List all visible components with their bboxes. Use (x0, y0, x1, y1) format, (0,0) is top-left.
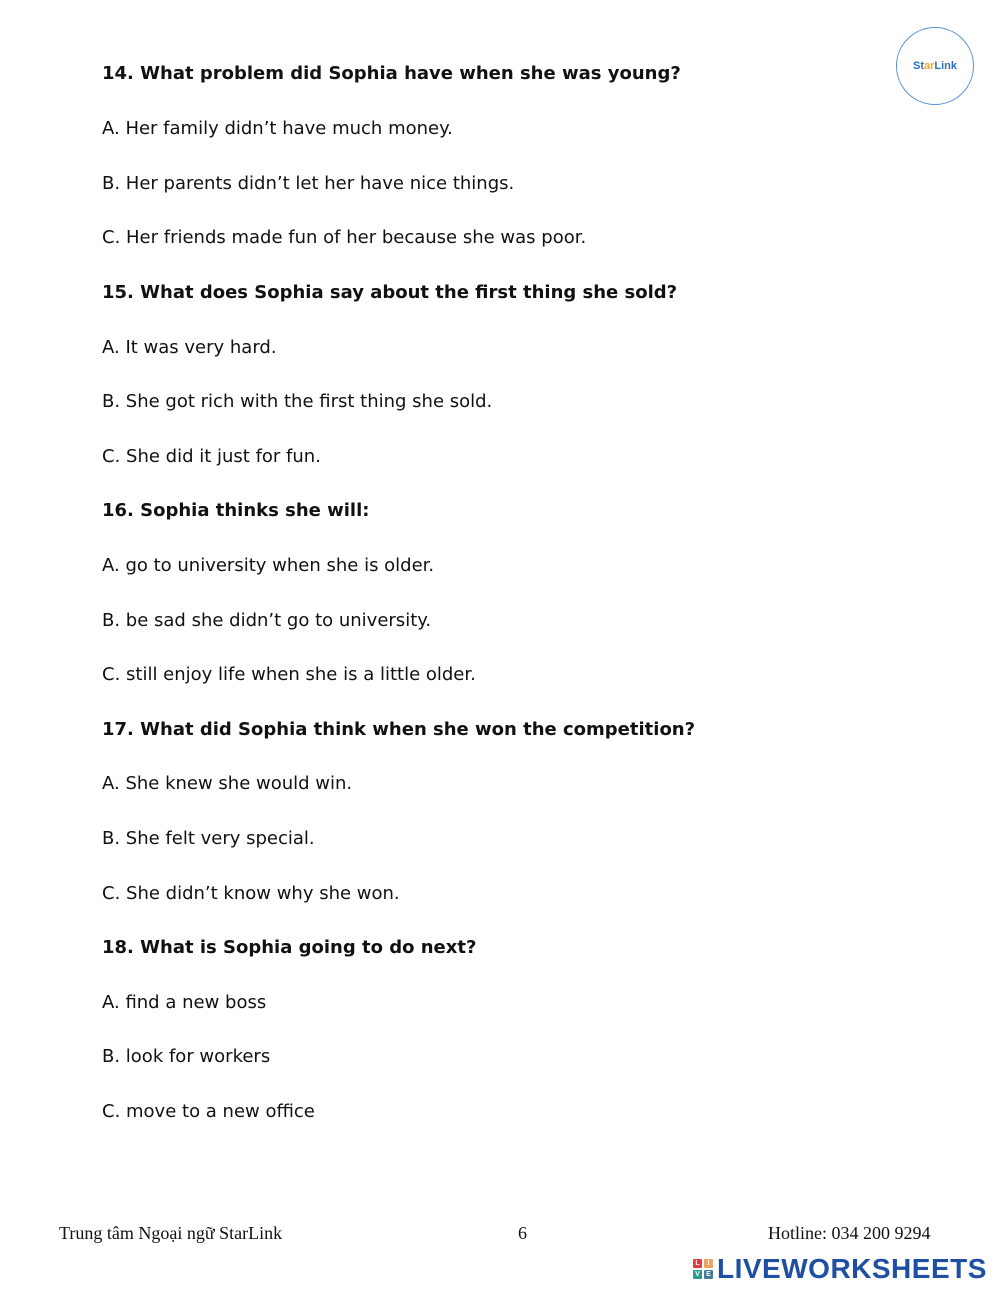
brand-squares-icon (693, 1259, 713, 1279)
option-14-c: C. Her friends made fun of her because she was poor. (102, 227, 587, 248)
logo-text-prefix: St (912, 60, 924, 72)
logo-text-star: ar (923, 60, 935, 72)
footer-hotline: Hotline: 034 200 9294 (768, 1223, 931, 1243)
brand-square-v: V (693, 1270, 702, 1279)
brand-square-l: L (693, 1259, 702, 1268)
option-16-b: B. be sad she didn’t go to university. (102, 610, 432, 631)
option-15-c: C. She did it just for fun. (102, 446, 321, 467)
option-15-a: A. It was very hard. (102, 337, 277, 358)
option-17-b: B. She felt very special. (102, 828, 315, 849)
option-17-c: C. She didn’t know why she won. (102, 883, 400, 904)
option-14-b: B. Her parents didn’t let her have nice things. (102, 173, 515, 194)
logo-text-suffix: Link (934, 60, 958, 72)
brand-square-e: E (704, 1270, 713, 1279)
question-17: 17. What did Sophia think when she won the competition? (102, 719, 696, 740)
footer-center-name: Trung tâm Ngoại ngữ StarLink (59, 1223, 283, 1243)
brand-wordmark: LIVEWORKSHEETS (717, 1253, 987, 1284)
option-18-a: A. find a new boss (102, 992, 267, 1013)
option-14-a: A. Her family didn’t have much money. (102, 118, 453, 139)
liveworksheets-brand (693, 1253, 987, 1285)
question-16: 16. Sophia thinks she will: (102, 500, 370, 521)
option-16-a: A. go to university when she is older. (102, 555, 435, 576)
option-18-c: C. move to a new office (102, 1101, 315, 1122)
option-17-a: A. She knew she would win. (102, 773, 353, 794)
question-15: 15. What does Sophia say about the first thing she sold? (102, 282, 678, 303)
question-14: 14. What problem did Sophia have when she was young? (102, 63, 681, 84)
footer-page-number: 6 (518, 1223, 527, 1243)
option-16-c: C. still enjoy life when she is a little older. (102, 664, 476, 685)
option-18-b: B. look for workers (102, 1046, 271, 1067)
starlink-logo (896, 27, 974, 105)
brand-square-i: I (704, 1259, 713, 1268)
option-15-b: B. She got rich with the first thing she sold. (102, 391, 493, 412)
question-18: 18. What is Sophia going to do next? (102, 937, 477, 958)
